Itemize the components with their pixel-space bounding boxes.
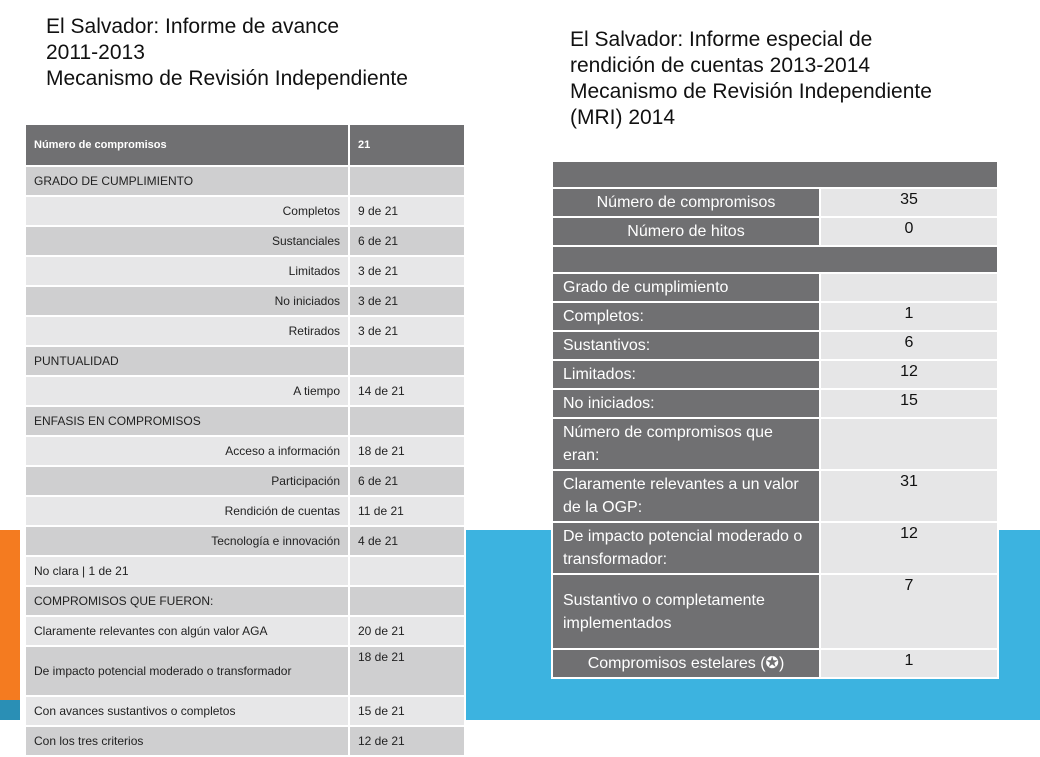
- row-label: Con los tres criterios: [25, 726, 349, 756]
- left-title: [46, 14, 466, 92]
- row-label: PUNTUALIDAD: [25, 346, 349, 376]
- table-spacer-row: [552, 246, 998, 273]
- row-value: 3 de 21: [349, 256, 465, 286]
- table-row: [552, 418, 998, 470]
- row-label: Sustantivos:: [552, 331, 820, 360]
- spacer-cell: [552, 246, 998, 273]
- table-row: [552, 331, 998, 360]
- row-label: Participación: [25, 466, 349, 496]
- right-title: [570, 27, 970, 131]
- header-label: Número de compromisos: [25, 124, 349, 166]
- table-row: [25, 696, 465, 726]
- row-label: Número de hitos: [552, 217, 820, 246]
- table-row: [552, 217, 998, 246]
- table-row: [552, 389, 998, 418]
- table-row: [25, 376, 465, 406]
- table-row: [552, 302, 998, 331]
- table-row: [25, 466, 465, 496]
- table-row: [25, 586, 465, 616]
- row-label: No iniciados: [25, 286, 349, 316]
- row-label: Número de compromisos que eran:: [552, 418, 820, 470]
- table-row: [25, 616, 465, 646]
- row-value: 3 de 21: [349, 286, 465, 316]
- row-label: Acceso a información: [25, 436, 349, 466]
- table-row: [552, 522, 998, 574]
- row-label: No clara | 1 de 21: [25, 556, 349, 586]
- row-value: 3 de 21: [349, 316, 465, 346]
- row-label: Grado de cumplimiento: [552, 273, 820, 302]
- row-value: [349, 346, 465, 376]
- row-value: 12: [820, 522, 998, 574]
- right-title-line: [570, 53, 970, 79]
- row-value: 1: [820, 649, 998, 678]
- left-title-line: El Salvador: Informe de avance: [46, 15, 339, 38]
- table-row: [25, 526, 465, 556]
- row-value: 7: [820, 574, 998, 649]
- table-row: [552, 470, 998, 522]
- row-value: [349, 586, 465, 616]
- row-value: [349, 556, 465, 586]
- right-title-line: El Salvador: Informe especial de: [570, 28, 873, 51]
- row-value: 12: [820, 360, 998, 389]
- table-row: [25, 646, 465, 696]
- header-value: 21: [349, 124, 465, 166]
- table-row: [25, 346, 465, 376]
- decorative-orange-strip: [0, 530, 20, 710]
- row-label: Rendición de cuentas: [25, 496, 349, 526]
- row-label: No iniciados:: [552, 389, 820, 418]
- row-label: Completos:: [552, 302, 820, 331]
- row-value: 12 de 21: [349, 726, 465, 756]
- row-value: [820, 273, 998, 302]
- table-row: [25, 316, 465, 346]
- row-label: A tiempo: [25, 376, 349, 406]
- spacer-cell: [552, 161, 998, 188]
- right-title-line: Mecanismo de Revisión Independiente: [570, 80, 932, 103]
- right-summary-table: [551, 160, 999, 679]
- row-value: 35: [820, 188, 998, 217]
- row-value: 20 de 21: [349, 616, 465, 646]
- table-header-row: [25, 124, 465, 166]
- row-value: 0: [820, 217, 998, 246]
- table-row: [25, 406, 465, 436]
- row-label: Retirados: [25, 316, 349, 346]
- table-row: [25, 496, 465, 526]
- row-value: 18 de 21: [349, 646, 465, 696]
- row-value: 15: [820, 389, 998, 418]
- table-row: [25, 286, 465, 316]
- row-label: Número de compromisos: [552, 188, 820, 217]
- right-title-text: rendición de cuentas: [570, 54, 764, 77]
- row-value: [349, 406, 465, 436]
- row-label: Compromisos estelares (✪): [552, 649, 820, 678]
- row-value: 6: [820, 331, 998, 360]
- left-summary-table: [24, 123, 466, 757]
- table-row: [552, 649, 998, 678]
- table-row: [25, 256, 465, 286]
- right-title-line: (MRI) 2014: [570, 106, 676, 129]
- row-label: Limitados:: [552, 360, 820, 389]
- row-value: 15 de 21: [349, 696, 465, 726]
- table-row: [552, 574, 998, 649]
- row-value: 9 de 21: [349, 196, 465, 226]
- table-row: [25, 556, 465, 586]
- row-label: Claramente relevantes con algún valor AGA: [25, 616, 349, 646]
- row-value: 4 de 21: [349, 526, 465, 556]
- table-row: [25, 226, 465, 256]
- row-label: Limitados: [25, 256, 349, 286]
- row-value: [820, 418, 998, 470]
- row-label: Tecnología e innovación: [25, 526, 349, 556]
- row-label: GRADO DE CUMPLIMIENTO: [25, 166, 349, 196]
- row-value: 31: [820, 470, 998, 522]
- row-label: De impacto potencial moderado o transformador:: [552, 522, 820, 574]
- table-row: [25, 166, 465, 196]
- row-label: COMPROMISOS QUE FUERON:: [25, 586, 349, 616]
- left-title-line: Mecanismo de Revisión Independiente: [46, 67, 408, 90]
- table-row: [552, 360, 998, 389]
- row-label: Sustantivo o completamente implementados: [552, 574, 820, 649]
- table-row: [25, 726, 465, 756]
- table-row: [25, 196, 465, 226]
- row-value: 1: [820, 302, 998, 331]
- row-value: [349, 166, 465, 196]
- table-row: [552, 273, 998, 302]
- decorative-corner-block: [0, 700, 20, 720]
- left-title-line: 2011-2013: [46, 41, 145, 64]
- row-label: De impacto potencial moderado o transformador: [25, 646, 349, 696]
- row-label: Completos: [25, 196, 349, 226]
- row-value: 11 de 21: [349, 496, 465, 526]
- row-value: 6 de 21: [349, 226, 465, 256]
- row-value: 6 de 21: [349, 466, 465, 496]
- table-row: [552, 188, 998, 217]
- row-value: 18 de 21: [349, 436, 465, 466]
- row-label: ENFASIS EN COMPROMISOS: [25, 406, 349, 436]
- row-label: Con avances sustantivos o completos: [25, 696, 349, 726]
- right-title-years: 2013-2014: [763, 54, 871, 77]
- row-label: Sustanciales: [25, 226, 349, 256]
- table-spacer-row: [552, 161, 998, 188]
- table-row: [25, 436, 465, 466]
- row-label: Claramente relevantes a un valor de la OGP:: [552, 470, 820, 522]
- row-value: 14 de 21: [349, 376, 465, 406]
